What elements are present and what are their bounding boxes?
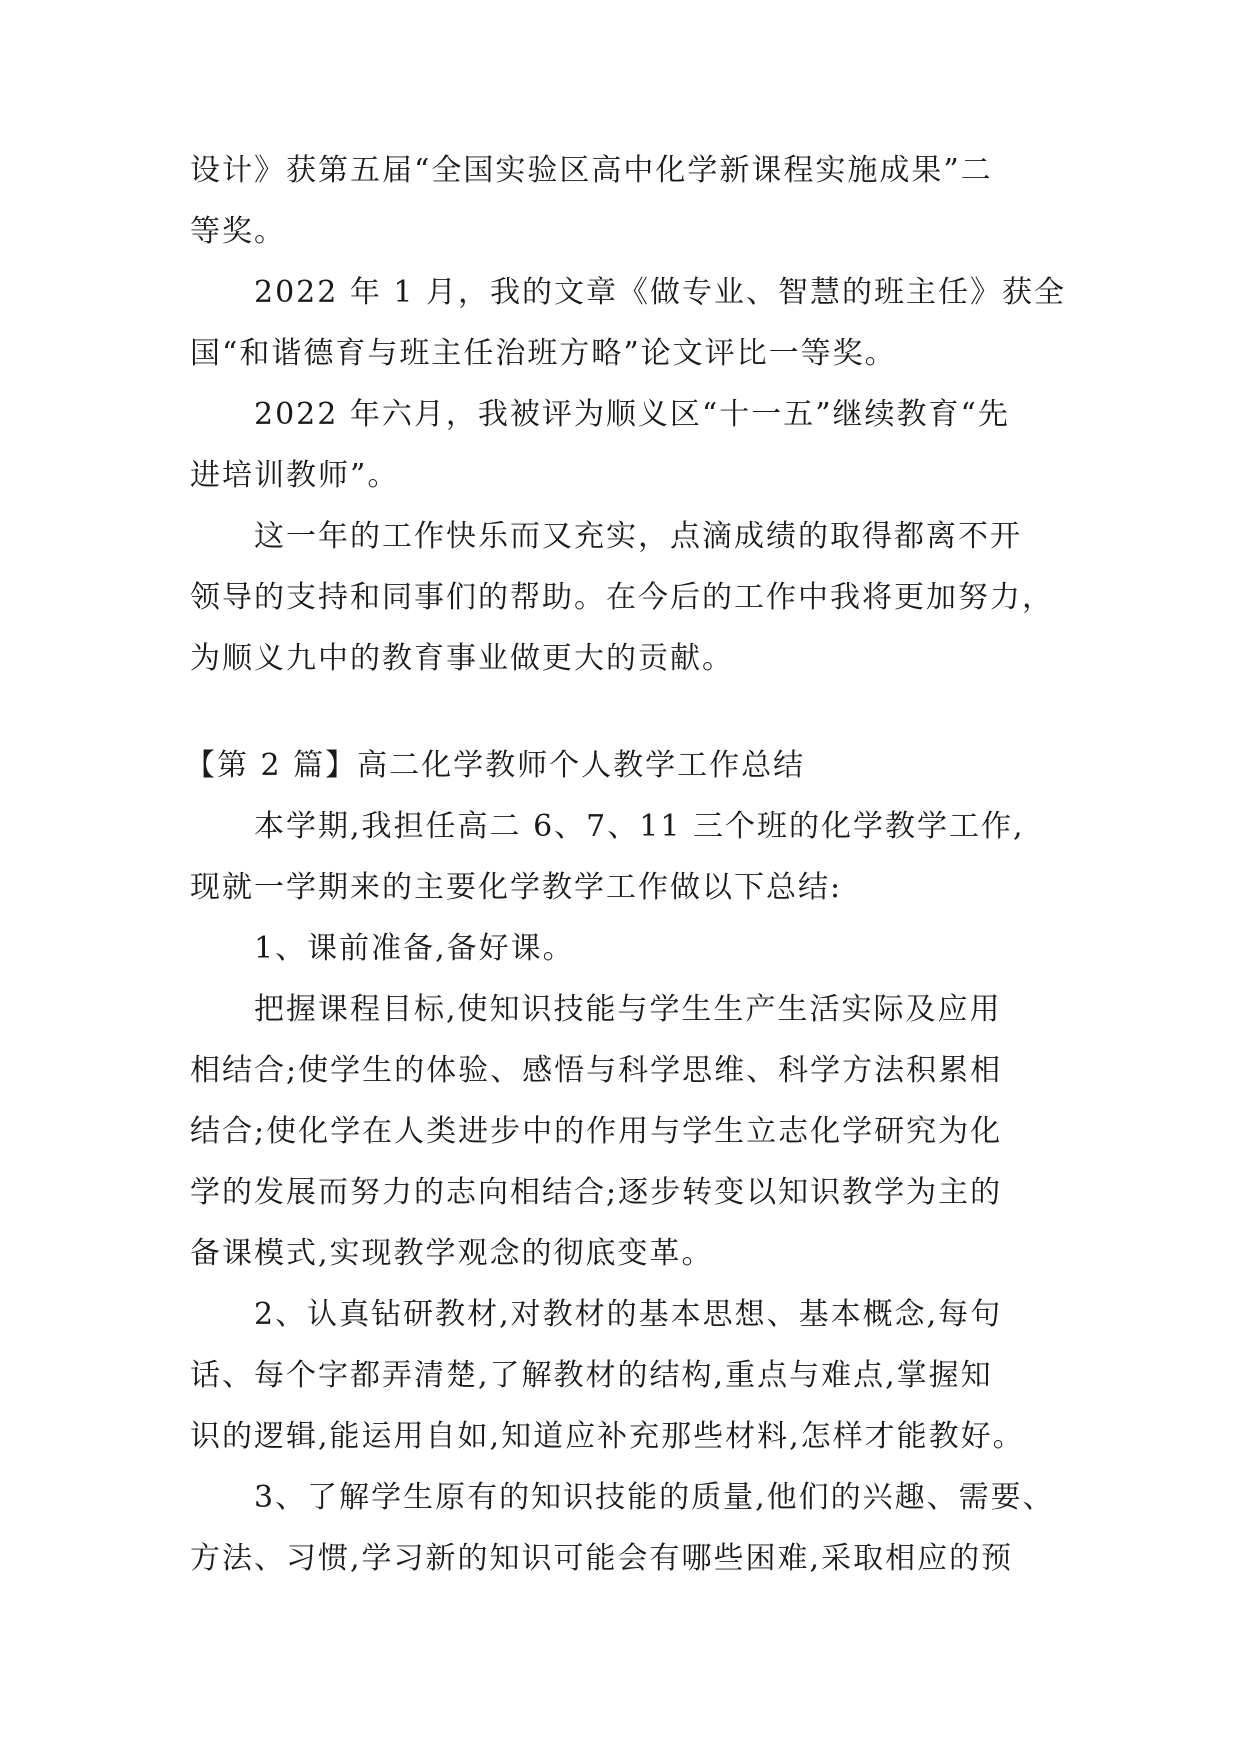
paragraph-line: 设计》获第五届“全国实验区高中化学新课程实施成果”二 <box>190 153 993 188</box>
paragraph-line: 国“和谐德育与班主任治班方略”论文评比一等奖。 <box>190 336 897 371</box>
paragraph-line: 备课模式,实现教学观念的彻底变革。 <box>190 1236 714 1271</box>
paragraph-line: 识的逻辑,能运用自如,知道应补充那些材料,怎样才能教好。 <box>190 1419 1025 1454</box>
paragraph-line: 2、认真钻研教材,对教材的基本思想、基本概念,每句 <box>254 1297 1003 1332</box>
paragraph-line: 相结合;使学生的体验、感悟与科学思维、科学方法积累相 <box>190 1053 1003 1088</box>
paragraph-line: 进培训教师”。 <box>190 458 400 493</box>
paragraph-line: 本学期,我担任高二 6、7、11 三个班的化学教学工作, <box>254 809 1025 844</box>
paragraph-line: 2022 年 1 月，我的文章《做专业、智慧的班主任》获全 <box>254 275 1067 310</box>
paragraph-line: 为顺义九中的教育事业做更大的贡献。 <box>190 641 734 676</box>
paragraph-line: 1、课前准备,备好课。 <box>254 931 575 966</box>
paragraph-line: 3、了解学生原有的知识技能的质量,他们的兴趣、需要、 <box>254 1480 1055 1515</box>
paragraph-line: 话、每个字都弄清楚,了解教材的结构,重点与难点,掌握知 <box>190 1358 993 1393</box>
section-1-body <box>190 140 1065 689</box>
section-2-body <box>190 796 1065 1589</box>
paragraph-line: 这一年的工作快乐而又充实，点滴成绩的取得都离不开 <box>254 519 1022 554</box>
paragraph-line: 领导的支持和同事们的帮助。在今后的工作中我将更加努力， <box>190 580 1054 615</box>
paragraph-line: 结合;使化学在人类进步中的作用与学生立志化学研究为化 <box>190 1114 1003 1149</box>
paragraph-line: 学的发展而努力的志向相结合;逐步转变以知识教学为主的 <box>190 1175 1003 1210</box>
paragraph-line: 方法、习惯,学习新的知识可能会有哪些困难,采取相应的预 <box>190 1541 1014 1576</box>
paragraph-line: 2022 年六月，我被评为顺义区“十一五”继续教育“先 <box>254 397 1010 432</box>
article-heading: 【第 2 篇】高二化学教师个人教学工作总结 <box>185 748 806 783</box>
paragraph-line: 把握课程目标,使知识技能与学生生产生活实际及应用 <box>254 992 1002 1027</box>
paragraph-line: 等奖。 <box>190 214 286 249</box>
paragraph-line: 现就一学期来的主要化学教学工作做以下总结: <box>190 870 843 905</box>
